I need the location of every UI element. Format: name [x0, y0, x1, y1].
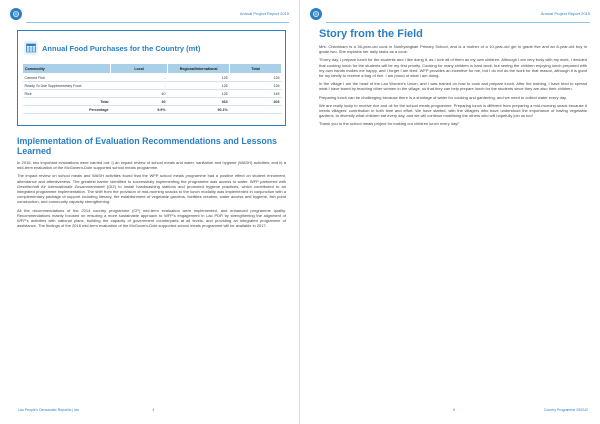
table-row	[23, 90, 282, 98]
footer-country: Lao People's Democratic Republic | lao	[18, 408, 79, 412]
cell-local: -	[111, 74, 168, 82]
cell-regional: 126	[168, 82, 230, 90]
cell-total-label: Total	[23, 98, 111, 106]
page-number: 4	[152, 408, 155, 412]
cell-total: 403	[230, 98, 282, 106]
cell-local: 40	[111, 90, 168, 98]
evaluation-heading: Implementation of Evaluation Recommendations and Lessons Learned	[17, 136, 278, 156]
cell-commodity: Rice	[23, 90, 111, 98]
table-grid-icon	[24, 41, 38, 55]
col-header-commodity: Commodity	[23, 64, 111, 74]
footer-programme: Country Programme 200242	[543, 408, 588, 412]
cell-local: 40	[111, 98, 168, 106]
evaluation-paragraph-2	[17, 173, 286, 204]
cell-total: 126	[230, 82, 282, 90]
header-rule	[26, 22, 289, 23]
page-header-left	[10, 8, 289, 20]
header-rule	[326, 22, 590, 23]
cell-regional: 126	[168, 90, 230, 98]
cell-regional: 90.1%	[168, 106, 230, 114]
table-title: Annual Food Purchases for the Country (mt)	[42, 44, 201, 53]
table-percentage-row	[23, 106, 282, 114]
evaluation-paragraph-3: All the recommendations of the 2014 country programme (CP) mid-term evaluation were implemented, and enhanced programme quality. Recommendations mainly focused on ensuring a more sustainable approach to WFP's engagement in Lao PDR by strengthening the alignment of WFP's activities with national plans, building the capacity of government counterparts at all levels, and providing an integrated programme of assistance. The findings of the 2016 mid-term evaluation of the McGovern-Dole supported school meals programme will be available in 2017.	[17, 207, 286, 229]
cell-commodity: Canned Fish	[23, 74, 111, 82]
wfp-logo-icon	[10, 8, 22, 20]
story-paragraph-4: Preparing lunch can be challenging because there is a shortage of water for cooking and gardening, and we need to collect water every day.	[319, 94, 567, 100]
story-paragraph-5: We are really lucky to receive rice and oil for the school meals programme. Preparing lunch is different from preparing a mid-morning snack because it needs villagers' contribution in both time and effort. We have started, with the villagers who have understood the importance of having vegetable gardens, to diversify what children eat every day, and we will continue mobilising the others who will hopefully join us too!	[319, 102, 587, 119]
page-number: 5	[453, 408, 455, 412]
evaluation-paragraph-2-part-a: The impact review on school meals and WASH activities found that the WFP school meals programme had a positive effect on student enrolment, attendance and attentiveness. The greatest barrier identified to successfully implementing the programme was access to water. WFP partnered with	[17, 173, 286, 184]
story-section	[319, 28, 587, 130]
evaluation-paragraph-2-part-b: (GIZ) to install handwashing stations and promoted hygiene practices, which contributed to an integrated programme implementation. The shift from the provision of mid-morning snacks to the lunch modality was implemented in conjunction with a complementary package of support including literacy, the establishment of vegetable gardens, facilities creation, water access and hygiene, fish pond construction, and community capacity strengthening.	[17, 183, 287, 205]
story-paragraph-1: Mrs. Chanhkam is a 36-year-old cook in Nonhyangkae Primary School, and is a mother of a 10-year-old girl in grade five and an 8-year-old boy in grade two. She explains her daily tasks as a cook:	[319, 44, 587, 55]
food-purchases-box	[17, 30, 286, 126]
table-row	[23, 82, 282, 90]
cell-percentage-label: Percentage	[23, 106, 111, 114]
table-total-row	[23, 98, 282, 106]
story-heading: Story from the Field	[319, 28, 423, 40]
header-title: Annual Project Report 2015	[540, 11, 590, 16]
header-title: Annual Project Report 2015	[239, 11, 289, 16]
table-title-row	[24, 41, 279, 55]
story-paragraph-3: In the village I am the head of the Lao Women's Union, and I was trained on how to cook and prepare lunch. After the training, I have tried to spread what I have learnt by teaching other women in the village, so that they can help prepare lunch for the students since they are also their children.	[319, 81, 587, 92]
cell-local: 9.9%	[111, 106, 168, 114]
footer-right	[318, 408, 588, 414]
story-paragraph-2: "Every day, I prepare lunch for the students and I like doing it, as I love all of them as my own children. Although I am very busy with my work, I decided that cooking lunch for the students will be my first priority. Cooking for many children is hard work, but seeing the children enjoying lunch prepared with my own hands makes me happy, and I forget I am tired. WFP provides an incentive for me, but I do not do the work for that reason, although it is good for my family to receive a bag of rice. I am proud of what I am doing.	[319, 57, 587, 79]
col-header-regional: Regional/International	[168, 64, 230, 74]
col-header-total: Total	[230, 64, 282, 74]
cell-regional: 126	[168, 74, 230, 82]
right-page	[300, 0, 600, 424]
cell-total: 126	[230, 74, 282, 82]
page-header-right	[310, 8, 590, 20]
footer-left	[18, 408, 287, 414]
table-header-row	[23, 64, 282, 74]
story-paragraph-6: Thank you to the school meals project for making our children lunch every day!"	[319, 121, 460, 127]
cell-regional: 363	[168, 98, 230, 106]
food-purchases-table	[22, 63, 282, 114]
cell-total: 145	[230, 90, 282, 98]
table-row	[23, 74, 282, 82]
col-header-local: Local	[111, 64, 168, 74]
evaluation-paragraph-1: In 2016, two important evaluations were carried out: i) an impact review of school meals and water, sanitation and hygiene (WASH) activities; and ii) a mid-term evaluation of the McGovern-Dole supported school meals programme.	[17, 160, 286, 171]
cell-total	[230, 106, 282, 114]
wfp-logo-icon	[310, 8, 322, 20]
cell-local: -	[111, 82, 168, 90]
cell-commodity: Ready To Use Supplementary Food	[23, 82, 111, 90]
giz-name: Gesellschaft für Internationale Zusammenarbeit	[17, 183, 105, 189]
evaluation-section	[17, 136, 286, 231]
